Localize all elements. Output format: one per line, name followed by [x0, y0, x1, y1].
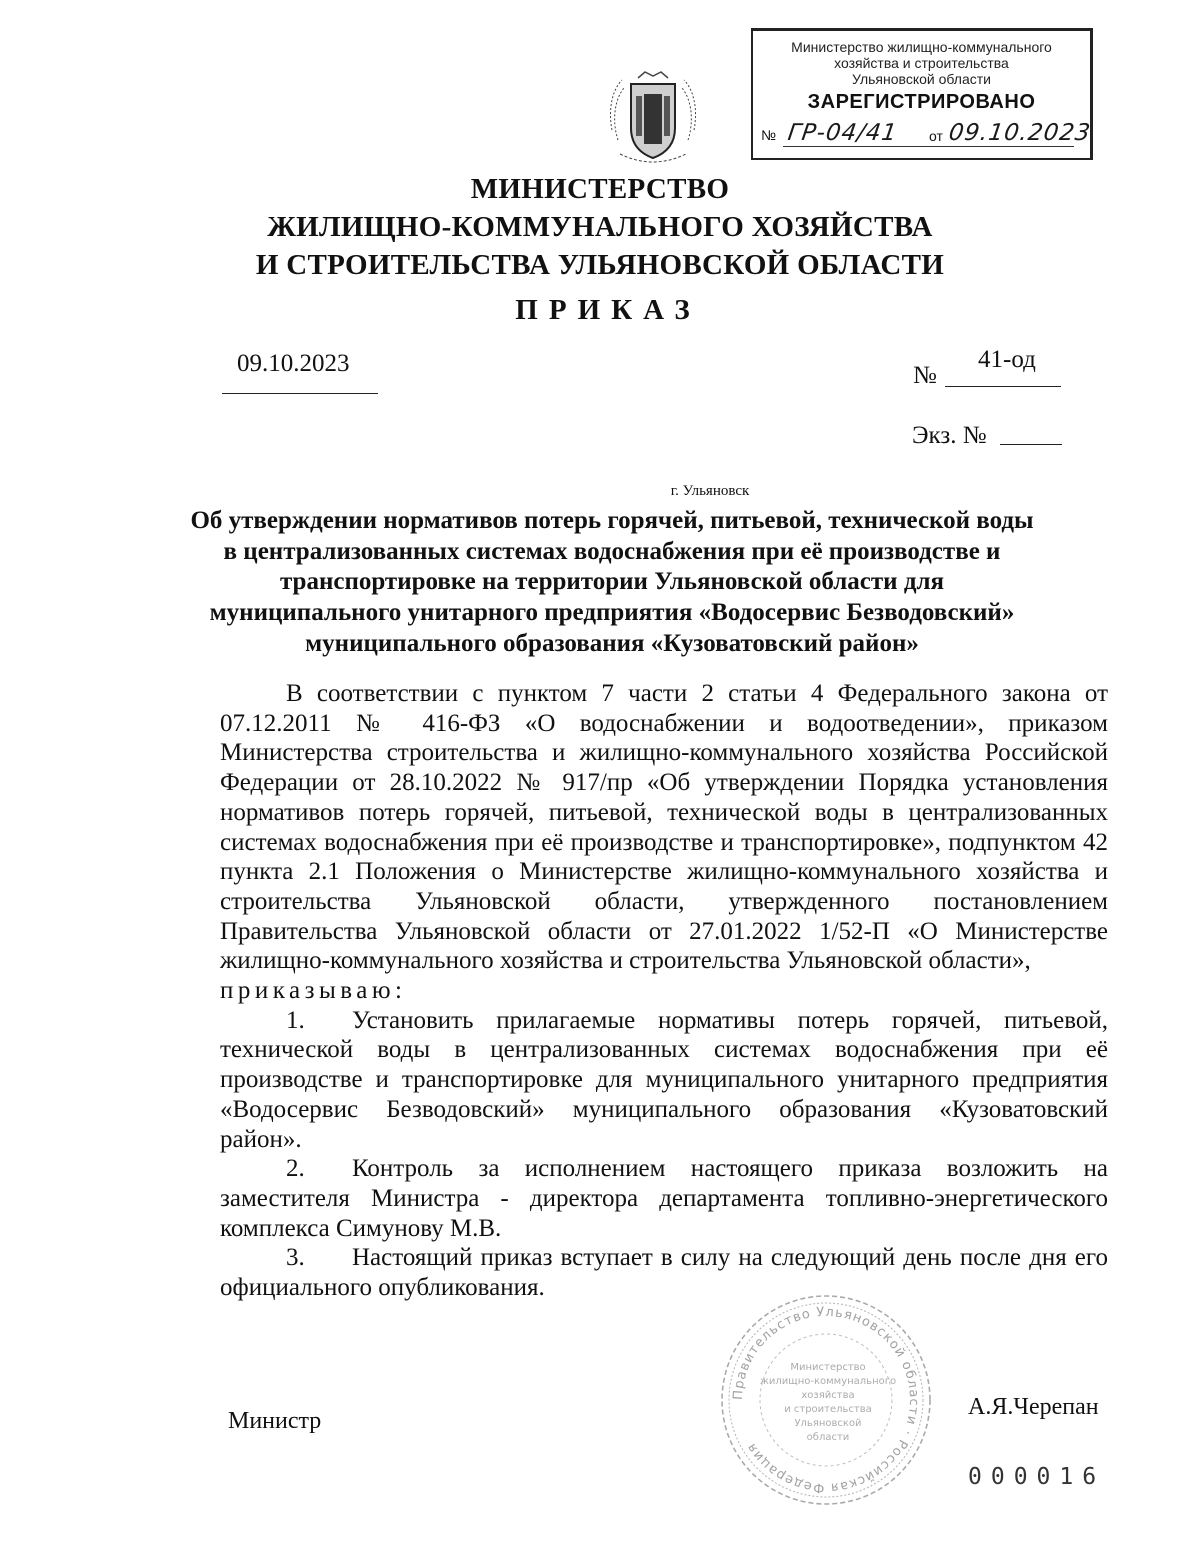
order-item	[220, 1243, 1108, 1302]
stamp-status: ЗАРЕГИСТРИРОВАНО	[807, 91, 1036, 113]
order-item	[220, 1154, 1108, 1243]
item-text: Настоящий приказ вступает в силу на следующий день после дня его официального опубликования.	[220, 1244, 1108, 1302]
document-subject	[0, 506, 1200, 660]
copy-number-underline	[1000, 444, 1062, 445]
stamp-org-line: Министерство жилищно-коммунального	[791, 39, 1052, 55]
stamp-org-line: Ульяновской области	[852, 71, 991, 87]
subject-line: муниципального унитарного предприятия «Водосервис Безводовский»	[209, 599, 1015, 627]
stamp-org-line: хозяйства и строительства	[834, 55, 1009, 71]
document-number-label: №	[913, 362, 937, 389]
stamp-registration-line	[761, 120, 1093, 150]
stamp-date-value: 09.10.2023	[947, 120, 1093, 146]
ministry-title-line: И СТРОИТЕЛЬСТВА УЛЬЯНОВСКОЙ ОБЛАСТИ	[255, 249, 945, 281]
order-item	[220, 1006, 1108, 1155]
item-number: 1.	[286, 1006, 305, 1034]
seal-ring-text: Правительство Ульяновской области · Российская Федерация	[730, 1304, 922, 1496]
ministry-title-line: МИНИСТЕРСТВО	[470, 173, 730, 205]
coat-of-arms-icon	[598, 70, 708, 170]
stamp-underline	[783, 146, 1074, 147]
subject-line: муниципального образования «Кузоватовский район»	[305, 629, 919, 657]
subject-line: Об утверждении нормативов потерь горячей, питьевой, технической воды	[190, 507, 1034, 534]
item-number: 3.	[286, 1244, 305, 1272]
official-seal	[716, 1290, 936, 1510]
stamp-date-label: от	[929, 128, 943, 144]
seal-center-line: хозяйства	[801, 1390, 855, 1401]
document-city: г. Ульяновск	[670, 483, 750, 499]
item-text: Контроль за исполнением настоящего приказа возложить на заместителя Министра - директора департамента топливно-энергетического комплекса Симунову М.В.	[220, 1155, 1108, 1242]
stamp-org	[753, 39, 1090, 87]
seal-center-line: Министерство	[790, 1362, 866, 1373]
copy-number-label: Экз. №	[912, 422, 987, 449]
preamble-paragraph: В соответствии с пунктом 7 части 2 статьи 4 Федерального закона от 07.12.2011 № 416-ФЗ «О водоснабжении и водоотведении», приказом Министерства строительства и жилищно-коммунального хозяйства Российской Федерации от 28.10.2022 № 917/пр «Об утверждении Порядка установления нормативов потерь горячей, питьевой, технической воды в централизованных системах водоснабжения при её производстве и транспортировке», подпунктом 42 пункта 2.1 Положения о Министерстве жилищно-коммунального хозяйства и строительства Ульяновской области, утвержденного постановлением Правительства Ульяновской области от 27.01.2022 1/52-П «О Министерстве жилищно-коммунального хозяйства и строительства Ульяновской области»,	[220, 680, 1108, 975]
stamp-number-label: №	[761, 127, 777, 143]
seal-center-line: Ульяновской	[794, 1418, 862, 1429]
subject-line: транспортировке на территории Ульяновской области для	[279, 568, 945, 596]
order-paragraph	[220, 976, 1108, 1006]
document-type: ПРИКАЗ	[515, 294, 701, 326]
document-number: 41-од	[978, 346, 1036, 373]
signatory-title: Министр	[228, 1408, 322, 1434]
item-text: Установить прилагаемые нормативы потерь горячей, питьевой, технической воды в централизованных системах водоснабжения при её производстве и транспортировке для муниципального унитарного предприятия «Водосервис Безводовский» муниципального образования «Кузоватовский район».	[220, 1006, 1108, 1153]
seal-center-line: жилищно-коммунального	[759, 1376, 897, 1387]
signatory-name: А.Я.Черепан	[968, 1394, 1099, 1420]
ministry-title-line: ЖИЛИЩНО-КОММУНАЛЬНОГО ХОЗЯЙСТВА	[267, 211, 933, 243]
serial-number: 000016	[968, 1464, 1106, 1490]
date-underline	[222, 393, 378, 394]
registration-stamp	[751, 28, 1093, 160]
item-number: 2.	[286, 1155, 305, 1183]
order-word: приказываю:	[220, 977, 407, 1005]
stamp-number-value: ГР-04/41	[786, 120, 900, 146]
document-date: 09.10.2023	[237, 350, 350, 377]
document-body	[220, 679, 1108, 1303]
ministry-title	[0, 170, 1200, 284]
seal-center-line: области	[806, 1432, 850, 1443]
number-underline	[945, 386, 1061, 387]
seal-center-line: и строительства	[784, 1404, 872, 1415]
subject-line: в централизованных системах водоснабжения при её производстве и	[223, 537, 1001, 565]
